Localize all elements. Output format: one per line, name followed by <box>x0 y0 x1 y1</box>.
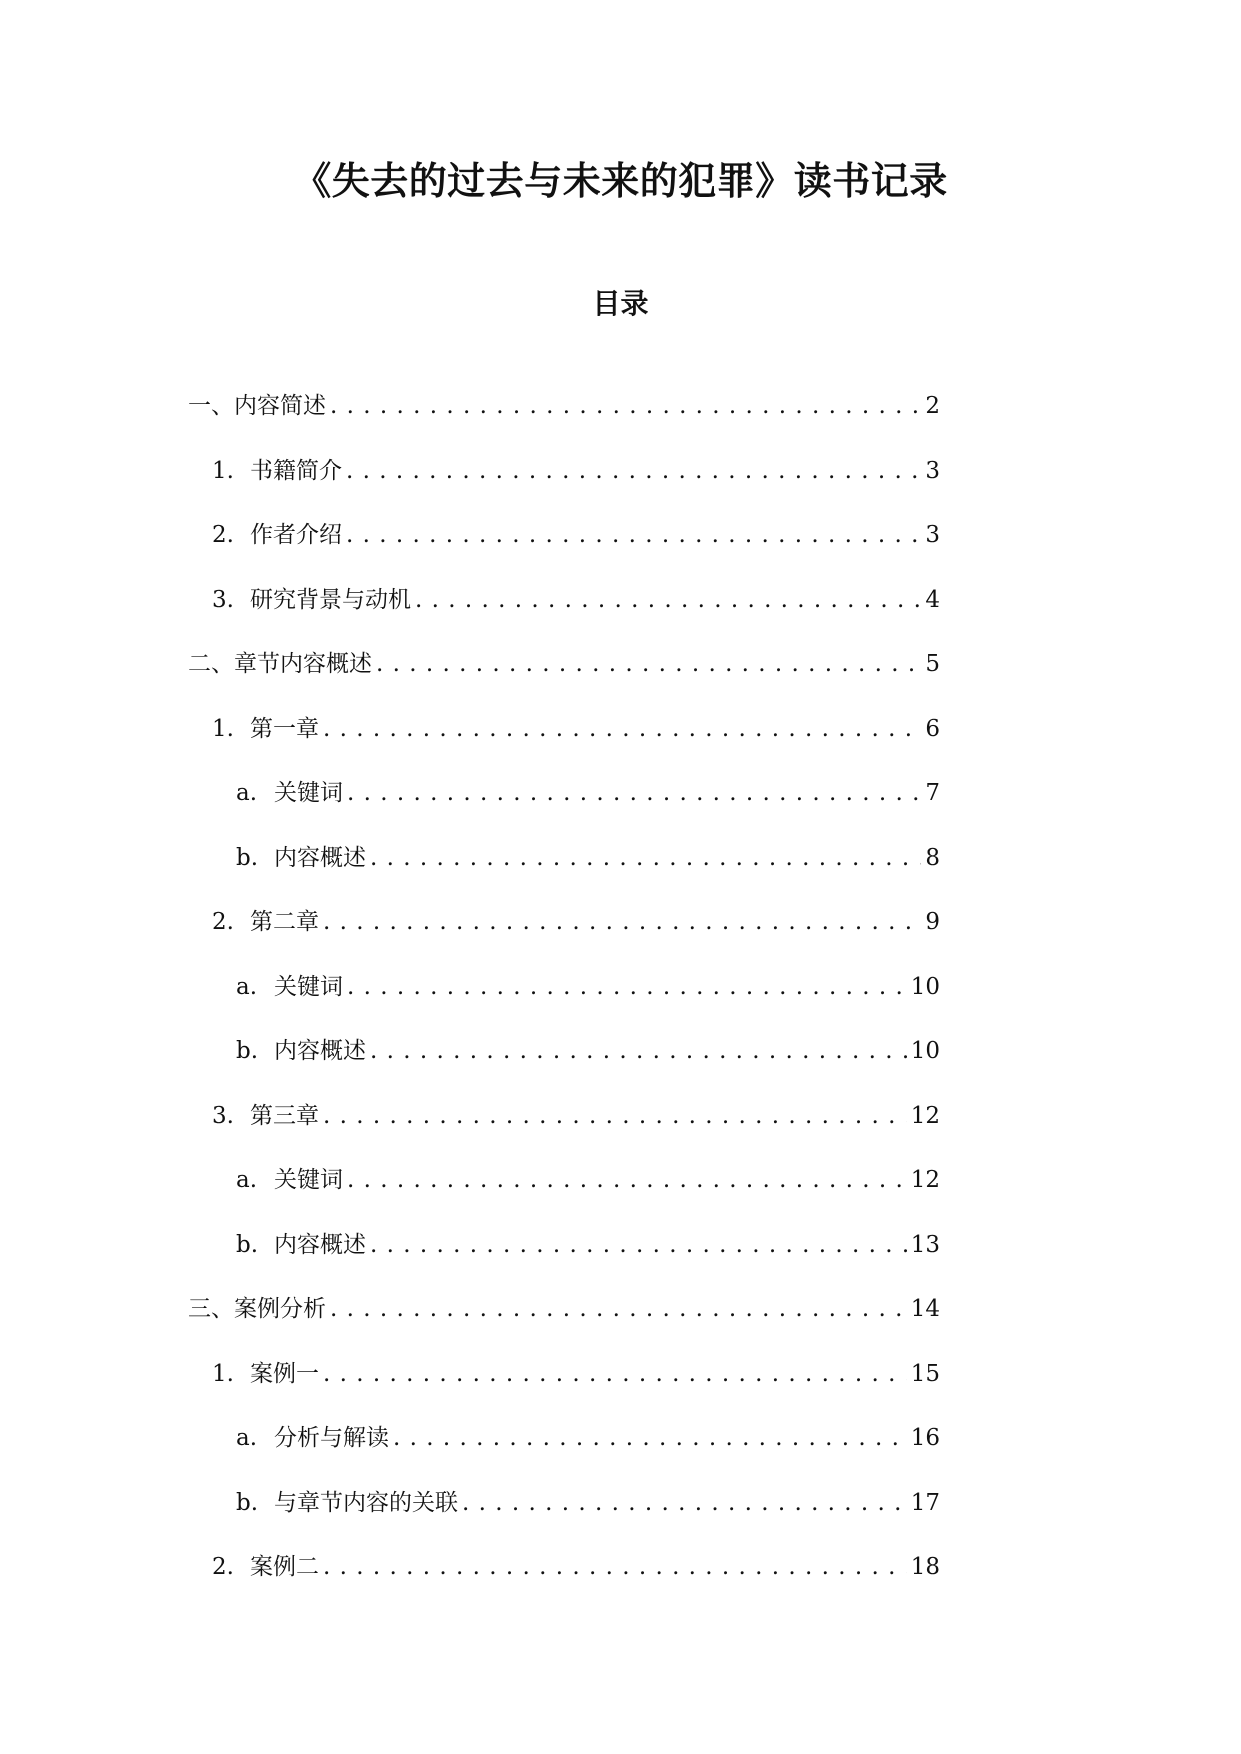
toc-entry-label: 第二章 <box>250 909 319 935</box>
toc-entry[interactable] <box>236 775 940 811</box>
toc-entry-page-number: 9 <box>925 909 940 935</box>
toc-entry-number: b. <box>236 1038 259 1064</box>
toc-entry-number: 2. <box>212 1554 234 1580</box>
toc-entry-number: 2. <box>212 522 234 548</box>
toc-entry-page-number: 15 <box>910 1360 940 1387</box>
toc-entry-number: a. <box>236 1167 258 1193</box>
toc-entry-page-number: 12 <box>910 1167 940 1193</box>
toc-entry-label: 第三章 <box>250 1102 319 1129</box>
toc-entry[interactable] <box>212 517 940 553</box>
toc-entry-page-number: 2 <box>925 393 940 419</box>
toc-entry[interactable] <box>212 1549 940 1585</box>
toc-leader-dots <box>323 1549 907 1585</box>
toc-entry-number: 2. <box>212 909 234 935</box>
toc-entry-page-number: 14 <box>910 1296 940 1322</box>
toc-entry-page-number: 13 <box>910 1231 940 1258</box>
toc-entry[interactable] <box>236 969 940 1005</box>
toc-entry-page-number: 5 <box>925 651 940 677</box>
toc-entry-page-number: 3 <box>925 522 940 548</box>
toc-entry-page-number: 10 <box>910 1038 940 1064</box>
toc-entry-number: 1. <box>212 715 234 742</box>
document-title: 《失去的过去与未来的犯罪》读书记录 <box>293 159 948 203</box>
toc-entry[interactable] <box>236 1033 940 1069</box>
toc-leader-dots <box>347 1162 907 1198</box>
toc-leader-dots <box>346 453 921 489</box>
toc-entry-label: 案例一 <box>250 1360 319 1387</box>
toc-entry[interactable] <box>236 1485 940 1521</box>
toc-entry-page-number: 10 <box>910 973 940 1000</box>
toc-entry-number: a. <box>236 780 258 806</box>
toc-leader-dots <box>323 1356 907 1392</box>
toc-leader-dots <box>330 388 921 424</box>
toc-entry-label: 研究背景与动机 <box>250 586 411 613</box>
toc-entry[interactable] <box>236 840 940 876</box>
toc-leader-dots <box>415 582 921 618</box>
toc-entry-label: 与章节内容的关联 <box>274 1489 458 1516</box>
toc-entry-label: 关键词 <box>274 780 343 806</box>
toc-leader-dots <box>330 1291 907 1327</box>
toc-entry-page-number: 12 <box>910 1102 940 1129</box>
toc-entry-page-number: 8 <box>925 844 940 871</box>
toc-entry-label: 内容概述 <box>274 844 366 871</box>
toc-leader-dots <box>347 969 907 1005</box>
toc-heading: 目录 <box>592 287 649 320</box>
toc-leader-dots <box>323 711 921 747</box>
toc-entry-page-number: 3 <box>925 457 940 484</box>
toc-entry[interactable] <box>188 388 940 424</box>
toc-entry[interactable] <box>236 1227 940 1263</box>
toc-entry-label: 一、内容简述 <box>188 393 326 419</box>
toc-leader-dots <box>370 1033 907 1069</box>
toc-entry[interactable] <box>212 904 940 940</box>
toc-entry-number: 3. <box>212 1102 234 1129</box>
toc-leader-dots <box>323 904 921 940</box>
toc-entry-number: b. <box>236 1489 259 1516</box>
toc-entry-number: b. <box>236 844 259 871</box>
toc-leader-dots <box>393 1420 907 1456</box>
toc-entry-label: 二、章节内容概述 <box>188 651 372 677</box>
toc-entry[interactable] <box>236 1162 940 1198</box>
toc-entry[interactable] <box>212 453 940 489</box>
toc-entry-page-number: 6 <box>925 715 940 742</box>
toc-entry-number: a. <box>236 1425 258 1451</box>
toc-entry-page-number: 7 <box>925 780 940 806</box>
toc-entry-page-number: 17 <box>910 1489 940 1516</box>
toc-entry-number: a. <box>236 973 258 1000</box>
toc-leader-dots <box>462 1485 907 1521</box>
toc-entry[interactable] <box>188 1291 940 1327</box>
toc-entry[interactable] <box>212 1098 940 1134</box>
toc-entry[interactable] <box>212 1356 940 1392</box>
toc-leader-dots <box>323 1098 907 1134</box>
toc-entry-label: 案例二 <box>250 1554 319 1580</box>
toc-entry-label: 第一章 <box>250 715 319 742</box>
toc-entry-label: 内容概述 <box>274 1038 366 1064</box>
toc-entry[interactable] <box>212 582 940 618</box>
toc-leader-dots <box>347 775 921 811</box>
toc-entry-number: b. <box>236 1231 259 1258</box>
toc-entry[interactable] <box>236 1420 940 1456</box>
toc-leader-dots <box>376 646 921 682</box>
toc-entry-label: 关键词 <box>274 973 343 1000</box>
toc-entry-page-number: 4 <box>925 586 940 613</box>
toc-entry-label: 三、案例分析 <box>188 1296 326 1322</box>
toc-entry-label: 关键词 <box>274 1167 343 1193</box>
toc-entry-number: 3. <box>212 586 234 613</box>
toc-entry-label: 分析与解读 <box>274 1425 389 1451</box>
toc-entry[interactable] <box>212 711 940 747</box>
toc-leader-dots <box>370 840 921 876</box>
toc-entry-page-number: 16 <box>910 1425 940 1451</box>
toc-entry-label: 书籍简介 <box>250 457 342 484</box>
toc-leader-dots <box>346 517 921 553</box>
toc-entry-label: 作者介绍 <box>250 522 342 548</box>
toc-entry-label: 内容概述 <box>274 1231 366 1258</box>
toc-entry[interactable] <box>188 646 940 682</box>
toc-entry-number: 1. <box>212 457 234 484</box>
toc-entry-page-number: 18 <box>910 1554 940 1580</box>
toc-entry-number: 1. <box>212 1360 234 1387</box>
toc-leader-dots <box>370 1227 907 1263</box>
